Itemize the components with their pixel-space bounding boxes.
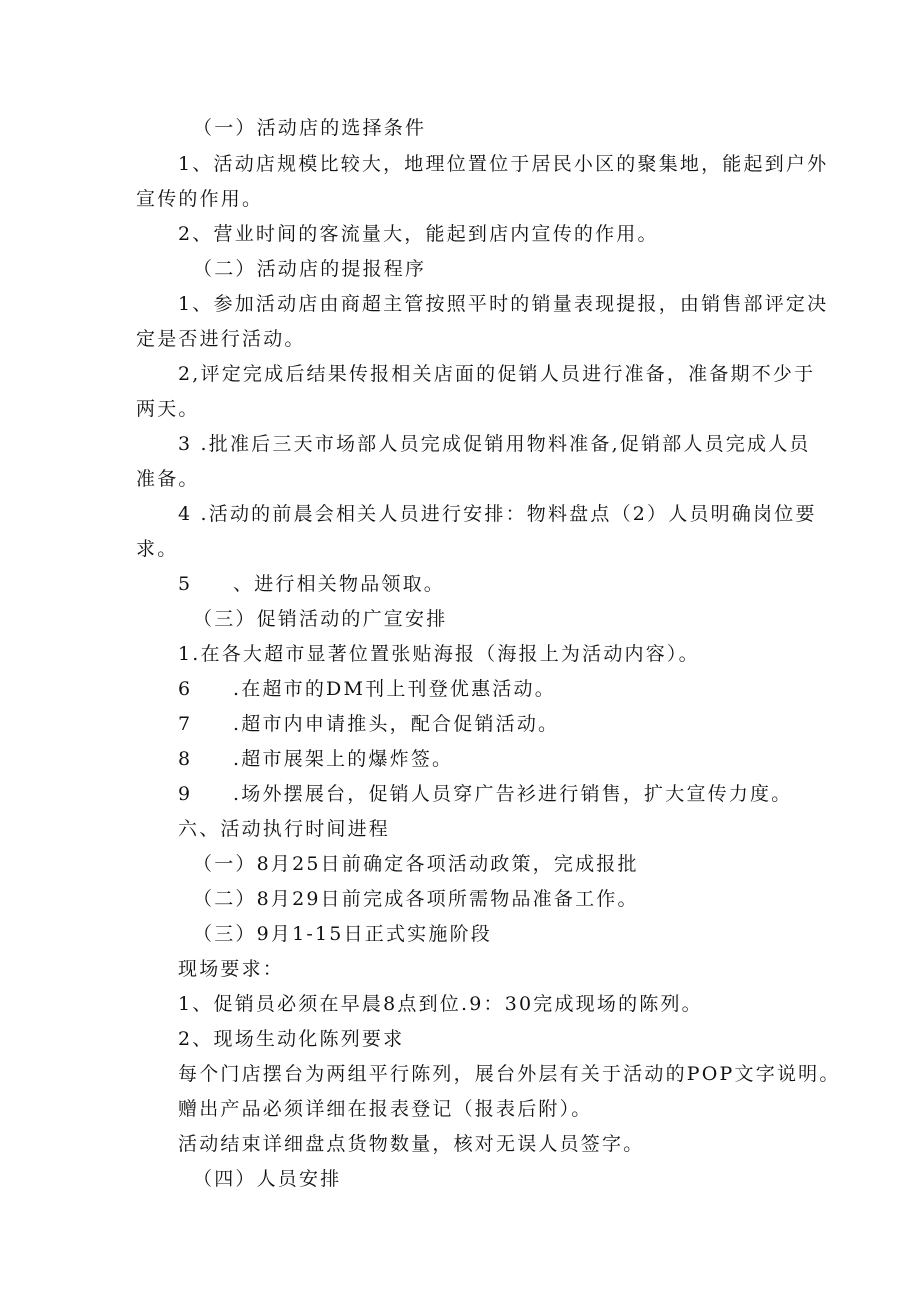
paragraph-line: 活动结束详细盘点货物数量，核对无误人员签字。 <box>178 1133 645 1155</box>
list-item-text: .在超市的DM刊上刊登优惠活动。 <box>233 678 556 700</box>
paragraph-line: 准备。 <box>136 468 200 490</box>
paragraph-line: 每个门店摆台为两组平行陈列，展台外层有关于活动的POP文字说明。 <box>178 1063 841 1085</box>
paragraph-line: 现场要求： <box>178 958 285 980</box>
list-item-text: .场外摆展台，促销人员穿广告衫进行销售，扩大宣传力度。 <box>233 783 793 805</box>
section-heading-4: （四）人员安排 <box>193 1168 342 1190</box>
list-number: 8 <box>178 748 193 770</box>
paragraph-line: 1、活动店规模比较大，地理位置位于居民小区的聚集地，能起到户外 <box>178 153 829 175</box>
paragraph-line: 宣传的作用。 <box>136 188 264 210</box>
list-number: 5 <box>178 573 193 595</box>
paragraph-line: 1.在各大超市显著位置张贴海报（海报上为活动内容）。 <box>178 643 700 665</box>
paragraph-line: （二）8月29日前完成各项所需物品准备工作。 <box>193 888 639 910</box>
paragraph-line: 1、促销员必须在早晨8点到位.9：30完成现场的陈列。 <box>178 993 703 1015</box>
paragraph-line: 3 .批准后三天市场部人员完成促销用物料准备,促销部人员完成人员 <box>178 433 811 455</box>
list-item-text: .超市内申请推头，配合促销活动。 <box>233 713 560 735</box>
paragraph-line: 1、参加活动店由商超主管按照平时的销量表现提报，由销售部评定决 <box>178 293 829 315</box>
paragraph-line: 赠出产品必须详细在报表登记（报表后附）。 <box>178 1098 593 1120</box>
paragraph-line: 定是否进行活动。 <box>136 328 306 350</box>
paragraph-line: 求。 <box>136 538 179 560</box>
list-item-text: 、进行相关物品领取。 <box>233 573 446 595</box>
paragraph-line: 两天。 <box>136 398 200 420</box>
paragraph-line: （三）9月1-15日正式实施阶段 <box>193 923 492 945</box>
paragraph-line: 2,评定完成后结果传报相关店面的促销人员进行准备，准备期不少于 <box>178 363 816 385</box>
paragraph-line: 4 .活动的前晨会相关人员进行安排：物料盘点（2）人员明确岗位要 <box>178 503 817 525</box>
section-heading-3: （三）促销活动的广宣安排 <box>193 608 448 630</box>
section-heading-6: 六、活动执行时间进程 <box>178 818 391 840</box>
list-number: 9 <box>178 783 193 805</box>
section-heading-2: （二）活动店的提报程序 <box>193 258 427 280</box>
paragraph-line: 2、现场生动化陈列要求 <box>178 1028 405 1050</box>
section-heading-1: （一）活动店的选择条件 <box>193 117 427 139</box>
list-number: 7 <box>178 713 193 735</box>
list-item-text: .超市展架上的爆炸签。 <box>233 748 454 770</box>
paragraph-line: （一）8月25日前确定各项活动政策，完成报批 <box>193 853 639 875</box>
list-number: 6 <box>178 678 193 700</box>
paragraph-line: 2、营业时间的客流量大，能起到店内宣传的作用。 <box>178 223 659 245</box>
